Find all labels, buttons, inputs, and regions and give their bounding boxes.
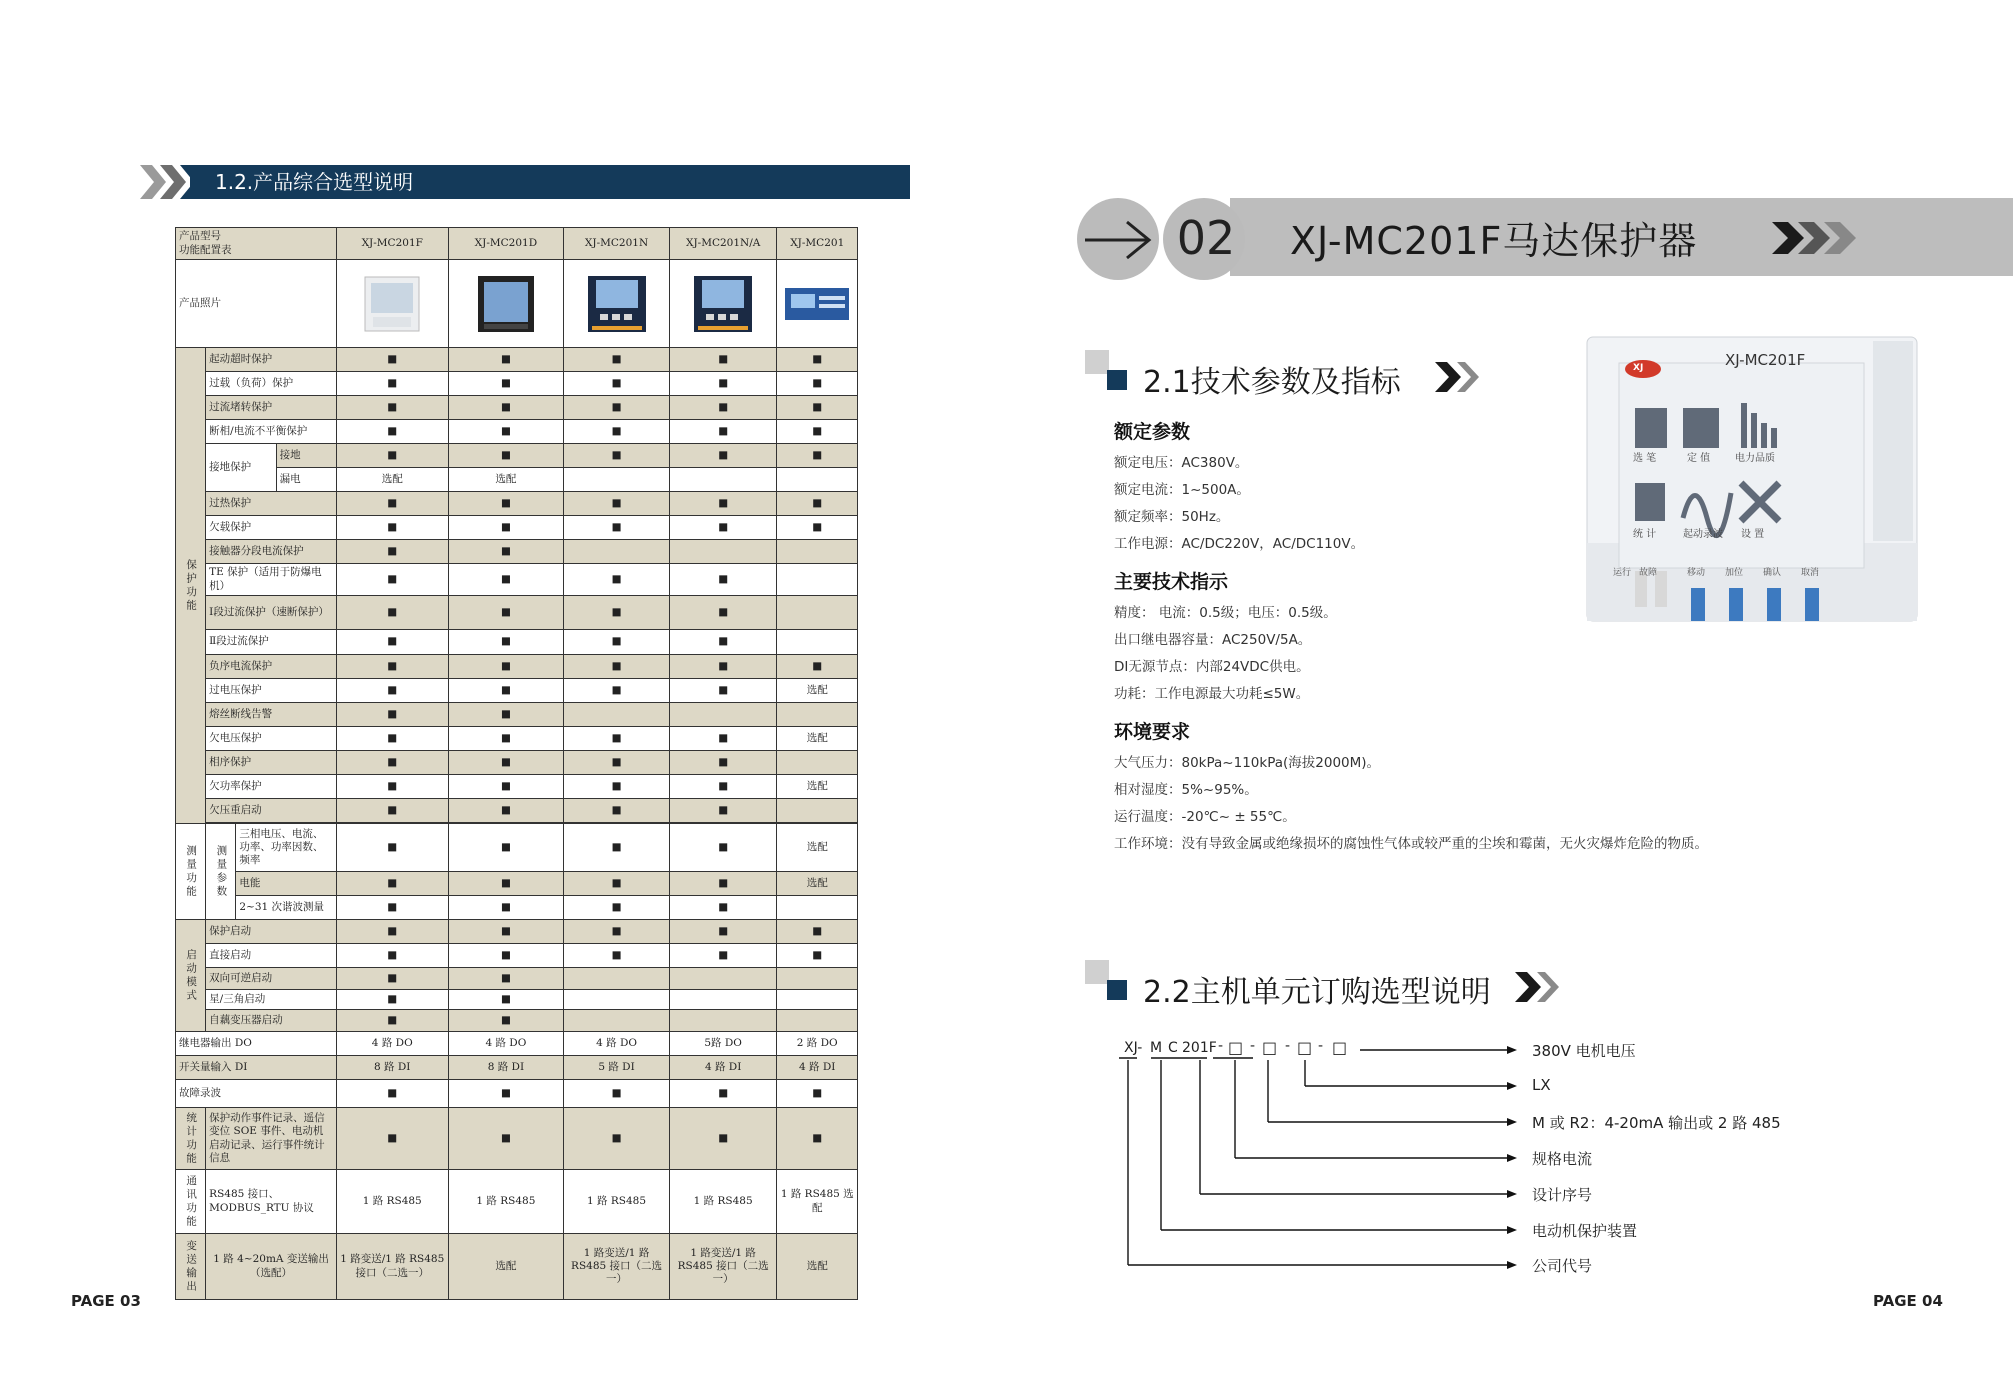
cell-mark: ■ [336, 679, 448, 703]
cell-mark: ■ [448, 1010, 564, 1032]
cell-mark: ■ [448, 824, 564, 872]
section-marker [1085, 960, 1109, 984]
cell-mark: ■ [336, 1108, 448, 1170]
cell-mark: ■ [336, 1010, 448, 1032]
photo-label: 产品照片 [176, 260, 337, 348]
cell-empty [564, 703, 670, 727]
cell-mark: ■ [448, 444, 564, 468]
cell-mark: ■ [336, 492, 448, 516]
row-label: 漏电 [276, 468, 336, 492]
cell-value: 5路 DO [669, 1032, 777, 1056]
section-marker [1107, 980, 1127, 1000]
device-key-label: 移动 [1687, 568, 1706, 578]
cell-mark: ■ [669, 564, 777, 596]
cell-mark: ■ [564, 396, 670, 420]
code-box: □ [1228, 1038, 1244, 1057]
cell-mark: ■ [448, 679, 564, 703]
group-trans: 变送输出 [176, 1234, 206, 1300]
row-label-ground: 接地保护 [206, 444, 276, 492]
row-label: 接触器分段电流保护 [206, 540, 337, 564]
cell-value: 1 路变送/1 路 RS485 接口（二选一） [336, 1234, 448, 1300]
cell-mark: ■ [448, 872, 564, 896]
section-title: 1.2.产品综合选型说明 [215, 170, 414, 194]
cell-mark: ■ [336, 990, 448, 1010]
cell-empty [777, 968, 858, 990]
row-label: 自藕变压器启动 [206, 1010, 337, 1032]
cell-mark: ■ [336, 944, 448, 968]
cell-mark: ■ [564, 420, 670, 444]
tech-heading: 主要技术指示 [1114, 571, 1229, 593]
cell-empty [669, 540, 777, 564]
cell-mark: ■ [448, 540, 564, 564]
cell-mark: ■ [669, 775, 777, 799]
cell-mark: ■ [448, 944, 564, 968]
row-label: 过流堵转保护 [206, 396, 337, 420]
cell-mark: ■ [336, 564, 448, 596]
cell-mark: ■ [564, 348, 670, 372]
cell-mark: ■ [777, 348, 858, 372]
device-icon-label: 统 计 [1633, 529, 1657, 540]
row-label: 接地 [276, 444, 336, 468]
cell-mark: ■ [564, 630, 670, 655]
cell-empty [777, 564, 858, 596]
cell-value: 5 路 DI [564, 1056, 670, 1080]
spec-line: 精度： 电流：0.5级；电压：0.5级。 [1114, 605, 1337, 621]
cell-mark: ■ [564, 372, 670, 396]
cell-value: 1 路 RS485 [448, 1170, 564, 1234]
device-logo: XJ [1633, 363, 1644, 373]
cell-mark: ■ [448, 372, 564, 396]
order-code-diagram [1115, 1030, 1535, 1290]
cell-mark: ■ [448, 775, 564, 799]
row-label: 保护动作事件记录、遥信变位 SOE 事件、电动机启动记录、运行事件统计信息 [206, 1108, 337, 1170]
cell-mark: ■ [564, 679, 670, 703]
env-heading: 环境要求 [1114, 721, 1191, 743]
code-part: - [1285, 1038, 1291, 1054]
chevrons-icon [1770, 218, 1870, 258]
cell-mark: ■ [669, 944, 777, 968]
cell-mark: ■ [669, 751, 777, 775]
cell-value: 1 路变送/1 路 RS485 接口（二选一） [564, 1234, 670, 1300]
section-22-title: 2.2主机单元订购选型说明 [1143, 975, 1491, 1010]
cell-empty [564, 1010, 670, 1032]
cell-mark: ■ [564, 920, 670, 944]
group-protect: 保护功能 [176, 348, 206, 824]
row-label: 星/三角启动 [206, 990, 337, 1010]
cell-mark: ■ [669, 824, 777, 872]
cell-mark: ■ [777, 655, 858, 679]
row-label: 断相/电流不平衡保护 [206, 420, 337, 444]
cell-mark: ■ [564, 655, 670, 679]
device-icon-label: 定 值 [1687, 453, 1711, 464]
cell-mark: ■ [336, 420, 448, 444]
cell-mark: ■ [669, 896, 777, 920]
cell-mark: ■ [336, 516, 448, 540]
cell-mark: ■ [564, 564, 670, 596]
cell-empty [777, 596, 858, 630]
cell-mark: ■ [448, 564, 564, 596]
row-label: 直接启动 [206, 944, 337, 968]
row-label: 起动超时保护 [206, 348, 337, 372]
model-header: XJ-MC201 [777, 228, 858, 260]
cell-empty [777, 990, 858, 1010]
cell-value: 1 路 RS485 [336, 1170, 448, 1234]
cell-empty [777, 703, 858, 727]
row-label: 开关量输入 DI [176, 1056, 337, 1080]
cell-mark: ■ [564, 727, 670, 751]
cell-empty [777, 1010, 858, 1032]
cell-value: 8 路 DI [448, 1056, 564, 1080]
cell-mark: ■ [336, 775, 448, 799]
row-label: 欠载保护 [206, 516, 337, 540]
chevrons-icon [138, 163, 208, 201]
group-measure: 测量功能 [176, 824, 206, 920]
row-label: 三相电压、电流、功率、功率因数、频率 [236, 824, 337, 872]
row-label: 相序保护 [206, 751, 337, 775]
cell-mark: ■ [448, 420, 564, 444]
cell-mark: ■ [448, 396, 564, 420]
cell-empty [777, 751, 858, 775]
cell-mark: ■ [448, 1080, 564, 1108]
cell-empty [777, 540, 858, 564]
cell-opt: 选配 [777, 824, 858, 872]
cell-mark: ■ [448, 751, 564, 775]
section-marker [1085, 350, 1109, 374]
product-photo [564, 260, 670, 348]
cell-mark: ■ [336, 896, 448, 920]
row-label: RS485 接口、 MODBUS_RTU 协议 [206, 1170, 337, 1234]
corner-cell: 产品型号 功能配置表 [176, 228, 337, 260]
row-label: 负序电流保护 [206, 655, 337, 679]
cell-value: 4 路 DO [448, 1032, 564, 1056]
group-comm: 通讯功能 [176, 1170, 206, 1234]
spec-line: 运行温度：-20℃~ ± 55℃。 [1114, 809, 1296, 825]
cell-mark: ■ [669, 444, 777, 468]
device-icon-label: 起动录波 [1683, 529, 1723, 540]
cell-mark: ■ [669, 727, 777, 751]
code-part: XJ- [1124, 1040, 1143, 1056]
cell-mark: ■ [777, 1080, 858, 1108]
device-key-label: 取消 [1801, 568, 1820, 578]
order-item: LX [1532, 1076, 1551, 1094]
device-image [1583, 333, 1923, 625]
cell-mark: ■ [448, 1108, 564, 1170]
cell-mark: ■ [564, 1108, 670, 1170]
cell-mark: ■ [448, 920, 564, 944]
cell-opt: 选配 [448, 1234, 564, 1300]
cell-mark: ■ [448, 896, 564, 920]
row-label: 保护启动 [206, 920, 337, 944]
code-part: - [1218, 1038, 1224, 1054]
cell-mark: ■ [564, 596, 670, 630]
cell-mark: ■ [669, 516, 777, 540]
cell-mark: ■ [336, 372, 448, 396]
row-label: 欠电压保护 [206, 727, 337, 751]
order-item: 设计序号 [1532, 1186, 1593, 1204]
cell-mark: ■ [448, 727, 564, 751]
order-item: 380V 电机电压 [1532, 1042, 1636, 1060]
cell-mark: ■ [448, 968, 564, 990]
cell-empty [777, 896, 858, 920]
cell-mark: ■ [336, 703, 448, 727]
cell-empty [777, 630, 858, 655]
code-part: - [1318, 1038, 1324, 1054]
cell-mark: ■ [336, 872, 448, 896]
cell-mark: ■ [564, 751, 670, 775]
cell-opt: 选配 [777, 872, 858, 896]
model-header: XJ-MC201N/A [669, 228, 777, 260]
row-label: 1 路 4~20mA 变送输出（选配） [206, 1234, 337, 1300]
row-label: 过电压保护 [206, 679, 337, 703]
cell-mark: ■ [669, 396, 777, 420]
cell-mark: ■ [336, 655, 448, 679]
cell-mark: ■ [669, 420, 777, 444]
arrow-right-icon [1083, 218, 1155, 262]
code-box: □ [1332, 1038, 1348, 1057]
cell-empty [669, 468, 777, 492]
page-title: XJ-MC201F马达保护器 [1290, 219, 1698, 263]
cell-mark: ■ [669, 630, 777, 655]
cell-mark: ■ [336, 824, 448, 872]
row-label: 欠功率保护 [206, 775, 337, 799]
device-key-label: 故障 [1639, 568, 1658, 578]
code-part: C [1168, 1040, 1178, 1056]
cell-value: 2 路 DO [777, 1032, 858, 1056]
spec-line: 额定电流：1~500A。 [1114, 482, 1250, 498]
device-icon-label: 电力品质 [1735, 453, 1775, 464]
cell-mark: ■ [336, 630, 448, 655]
cell-mark: ■ [777, 920, 858, 944]
cell-empty [669, 1010, 777, 1032]
row-label: 熔丝断线告警 [206, 703, 337, 727]
cell-empty [564, 540, 670, 564]
row-label: 双向可逆启动 [206, 968, 337, 990]
chapter-number: 02 [1176, 211, 1236, 265]
cell-mark: ■ [777, 444, 858, 468]
cell-mark: ■ [336, 596, 448, 630]
device-key-label: 确认 [1763, 568, 1782, 578]
device-model: XJ-MC201F [1725, 351, 1806, 369]
device-icon-label: 选 笔 [1633, 453, 1657, 464]
spec-line: 相对湿度：5%~95%。 [1114, 782, 1258, 798]
spec-line: 出口继电器容量：AC250V/5A。 [1114, 632, 1312, 648]
cell-empty [564, 468, 670, 492]
product-photo [336, 260, 448, 348]
order-item: 公司代号 [1532, 1257, 1593, 1275]
cell-mark: ■ [564, 824, 670, 872]
order-item: 规格电流 [1532, 1150, 1593, 1168]
model-header: XJ-MC201F [336, 228, 448, 260]
cell-mark: ■ [669, 655, 777, 679]
cell-empty [669, 703, 777, 727]
cell-empty [777, 799, 858, 823]
selection-table [175, 227, 858, 1300]
cell-mark: ■ [777, 420, 858, 444]
row-label: 电能 [236, 872, 337, 896]
code-part: 201F [1182, 1040, 1217, 1056]
section-marker [1107, 370, 1127, 390]
cell-opt: 选配 [336, 468, 448, 492]
cell-mark: ■ [336, 799, 448, 823]
cell-value: 4 路 DO [336, 1032, 448, 1056]
group-stats: 统计功能 [176, 1108, 206, 1170]
row-label: Ⅰ段过流保护（速断保护） [206, 596, 337, 630]
cell-mark: ■ [564, 444, 670, 468]
cell-mark: ■ [336, 751, 448, 775]
cell-mark: ■ [564, 516, 670, 540]
cell-mark: ■ [669, 920, 777, 944]
cell-mark: ■ [336, 540, 448, 564]
cell-mark: ■ [336, 396, 448, 420]
product-photo [669, 260, 777, 348]
cell-value: 4 路 DI [669, 1056, 777, 1080]
model-header: XJ-MC201N [564, 228, 670, 260]
cell-mark: ■ [669, 799, 777, 823]
cell-mark: ■ [777, 1108, 858, 1170]
row-label: 欠压重启动 [206, 799, 337, 823]
code-part: - [1250, 1038, 1256, 1054]
spec-line: 工作电源：AC/DC220V，AC/DC110V。 [1114, 536, 1365, 552]
group-measure-sub: 测量参数 [206, 824, 236, 920]
cell-mark: ■ [448, 492, 564, 516]
cell-mark: ■ [448, 703, 564, 727]
cell-mark: ■ [336, 920, 448, 944]
group-start: 启动模式 [176, 920, 206, 1032]
product-photo [777, 260, 858, 348]
row-label: 过载（负荷）保护 [206, 372, 337, 396]
cell-mark: ■ [669, 492, 777, 516]
cell-value: 1 路 RS485 [564, 1170, 670, 1234]
rated-heading: 额定参数 [1114, 421, 1191, 443]
cell-opt: 选配 [448, 468, 564, 492]
cell-empty [669, 968, 777, 990]
cell-mark: ■ [336, 968, 448, 990]
cell-value: 4 路 DI [777, 1056, 858, 1080]
cell-empty [564, 968, 670, 990]
cell-opt: 选配 [777, 1234, 858, 1300]
spec-line: DI无源节点：内部24VDC供电。 [1114, 659, 1310, 675]
spec-line: 功耗：工作电源最大功耗≤5W。 [1114, 686, 1310, 702]
cell-mark: ■ [564, 799, 670, 823]
cell-mark: ■ [564, 492, 670, 516]
cell-mark: ■ [448, 596, 564, 630]
cell-mark: ■ [336, 348, 448, 372]
cell-mark: ■ [336, 1080, 448, 1108]
cell-mark: ■ [564, 775, 670, 799]
row-label: TE 保护（适用于防爆电机） [206, 564, 337, 596]
cell-mark: ■ [669, 1080, 777, 1108]
code-box: □ [1262, 1038, 1278, 1057]
cell-mark: ■ [669, 872, 777, 896]
cell-mark: ■ [669, 596, 777, 630]
cell-mark: ■ [777, 516, 858, 540]
cell-mark: ■ [448, 348, 564, 372]
cell-opt: 选配 [777, 679, 858, 703]
cell-empty [669, 990, 777, 1010]
row-label: 过热保护 [206, 492, 337, 516]
row-label: 继电器输出 DO [176, 1032, 337, 1056]
cell-mark: ■ [669, 348, 777, 372]
cell-mark: ■ [336, 727, 448, 751]
cell-mark: ■ [669, 679, 777, 703]
cell-mark: ■ [448, 655, 564, 679]
order-item: 电动机保护装置 [1532, 1222, 1638, 1240]
cell-mark: ■ [564, 872, 670, 896]
cell-value: 4 路 DO [564, 1032, 670, 1056]
cell-mark: ■ [669, 1108, 777, 1170]
chevrons-icon [1513, 970, 1568, 1004]
cell-mark: ■ [336, 444, 448, 468]
cell-mark: ■ [777, 944, 858, 968]
model-header: XJ-MC201D [448, 228, 564, 260]
device-icon-label: 设 置 [1741, 529, 1765, 540]
chevrons-icon [1433, 360, 1488, 394]
cell-mark: ■ [777, 396, 858, 420]
cell-mark: ■ [448, 799, 564, 823]
row-label: 故障录波 [176, 1080, 337, 1108]
cell-mark: ■ [669, 372, 777, 396]
order-item: M 或 R2：4-20mA 输出或 2 路 485 [1532, 1114, 1781, 1132]
cell-value: 1 路 RS485 [669, 1170, 777, 1234]
cell-value: 8 路 DI [336, 1056, 448, 1080]
page-number-left: PAGE 03 [71, 1292, 141, 1310]
cell-empty [777, 468, 858, 492]
spec-line: 大气压力：80kPa~110kPa(海拔2000M)。 [1114, 755, 1381, 771]
code-box: □ [1297, 1038, 1313, 1057]
cell-mark: ■ [448, 990, 564, 1010]
page-number-right: PAGE 04 [1873, 1292, 1943, 1310]
cell-empty [564, 990, 670, 1010]
cell-value: 1 路变送/1 路 RS485 接口（二选一） [669, 1234, 777, 1300]
cell-mark: ■ [448, 516, 564, 540]
cell-mark: ■ [564, 944, 670, 968]
cell-mark: ■ [564, 1080, 670, 1108]
row-label: Ⅱ段过流保护 [206, 630, 337, 655]
cell-mark: ■ [777, 372, 858, 396]
cell-opt: 选配 [777, 775, 858, 799]
product-photo [448, 260, 564, 348]
spec-line: 额定电压：AC380V。 [1114, 455, 1249, 471]
cell-mark: ■ [448, 630, 564, 655]
section-21-title: 2.1技术参数及指标 [1143, 365, 1401, 400]
spec-line: 工作环境：没有导致金属或绝缘损坏的腐蚀性气体或较严重的尘埃和霉菌，无火灾爆炸危险的物质。 [1114, 836, 1708, 852]
code-part: M [1150, 1040, 1163, 1056]
device-key-label: 加位 [1725, 568, 1744, 578]
cell-mark: ■ [777, 492, 858, 516]
spec-line: 额定频率：50Hz。 [1114, 509, 1230, 525]
device-key-label: 运行 [1613, 568, 1632, 578]
cell-value: 1 路 RS485 选配 [777, 1170, 858, 1234]
cell-opt: 选配 [777, 727, 858, 751]
row-label: 2~31 次谐波测量 [236, 896, 337, 920]
cell-mark: ■ [564, 896, 670, 920]
